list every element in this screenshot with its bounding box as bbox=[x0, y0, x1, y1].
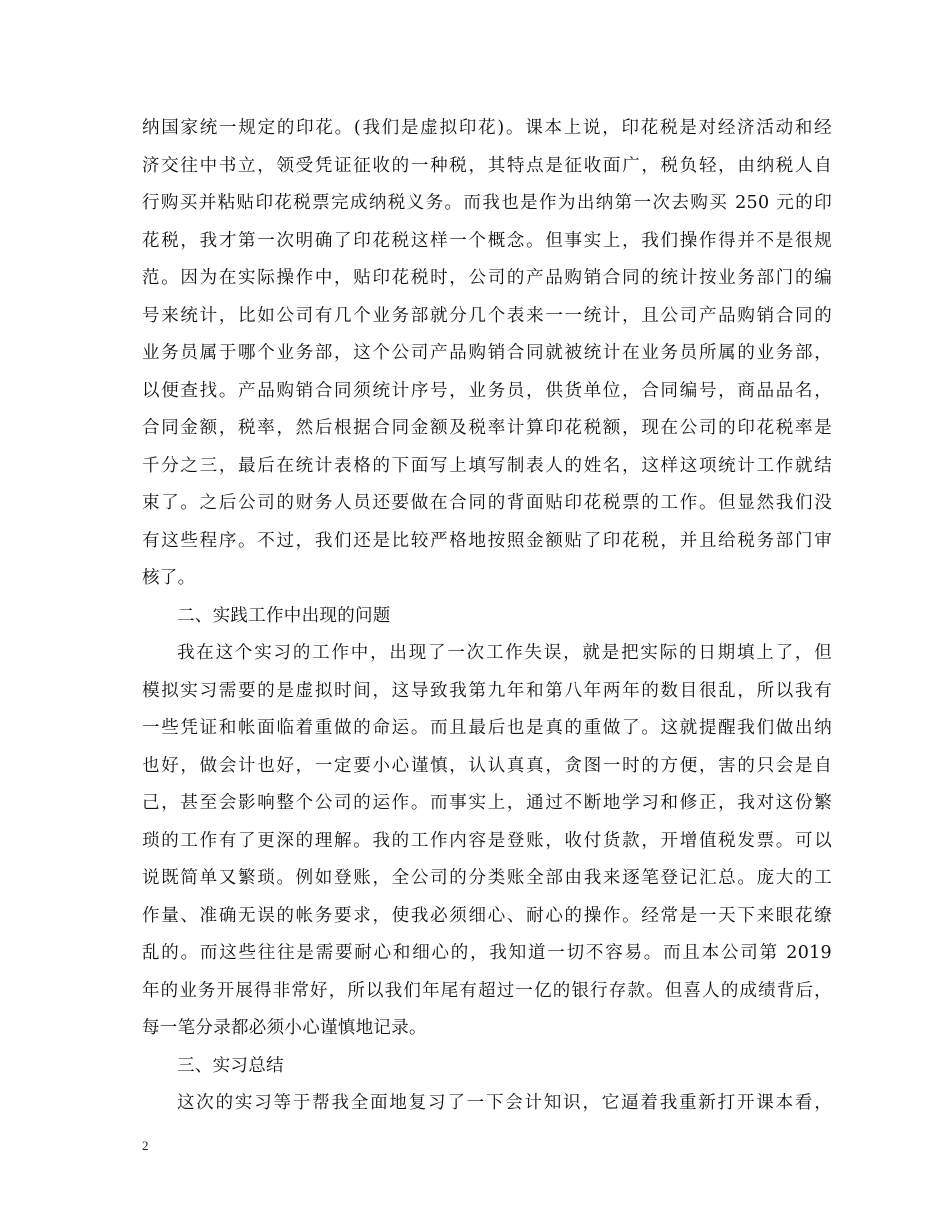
text-line-6: 号来统计，比如公司有几个业务部就分几个表来一一统计，且公司产品购销合同的 bbox=[142, 305, 832, 326]
text-line-1: 纳国家统一规定的印花。(我们是虚拟印花)。课本上说，印花税是对经济活动和经 bbox=[142, 118, 832, 138]
text-line-27: 这次的实习等于帮我全面地复习了一下会计知识，它逼着我重新打开课本看， bbox=[177, 1093, 832, 1113]
text-line-11: 束了。之后公司的财务人员还要做在合同的背面贴印花税票的工作。但显然我们没 bbox=[142, 493, 832, 513]
text-line-15: 我在这个实习的工作中，出现了一次工作失误，就是把实际的日期填上了，但 bbox=[177, 643, 832, 663]
text-line-9: 合同金额，税率，然后根据合同金额及税率计算印花税额，现在公司的印花税率是 bbox=[142, 418, 832, 438]
text-line-17: 一些凭证和帐面临着重做的命运。而且最后也是真的重做了。这就提醒我们做出纳 bbox=[142, 718, 832, 738]
text-line-2: 济交往中书立，领受凭证征收的一种税，其特点是征收面广，税负轻，由纳税人自 bbox=[142, 155, 832, 176]
text-line-3: 行购买并粘贴印花税票完成纳税义务。而我也是作为出纳第一次去购买 250 元的印 bbox=[142, 193, 832, 213]
text-line-22: 作量、准确无误的帐务要求，使我必须细心、耐心的操作。经常是一天下来眼花缭 bbox=[142, 905, 832, 926]
section-heading-2: 二、实践工作中出现的问题 bbox=[177, 605, 391, 626]
text-line-19: 己，甚至会影响整个公司的运作。而事实上，通过不断地学习和修正，我对这份繁 bbox=[142, 793, 832, 813]
text-line-5: 范。因为在实际操作中，贴印花税时，公司的产品购销合同的统计按业务部门的编 bbox=[142, 268, 832, 288]
text-line-8: 以便查找。产品购销合同须统计序号，业务员，供货单位，合同编号，商品品名， bbox=[142, 380, 832, 401]
text-line-13: 核了。 bbox=[142, 568, 196, 588]
text-line-20: 琐的工作有了更深的理解。我的工作内容是登账，收付货款，开增值税发票。可以 bbox=[142, 830, 832, 851]
text-line-24: 年的业务开展得非常好，所以我们年尾有超过一亿的银行存款。但喜人的成绩背后， bbox=[142, 980, 832, 1001]
text-line-25: 每一笔分录都必须小心谨慎地记录。 bbox=[142, 1018, 427, 1038]
text-line-10: 千分之三，最后在统计表格的下面写上填写制表人的姓名，这样这项统计工作就结 bbox=[142, 455, 832, 476]
section-heading-3: 三、实习总结 bbox=[177, 1055, 284, 1076]
text-line-12: 有这些程序。不过，我们还是比较严格地按照金额贴了印花税，并且给税务部门审 bbox=[142, 530, 832, 551]
text-line-4: 花税，我才第一次明确了印花税这样一个概念。但事实上，我们操作得并不是很规 bbox=[142, 230, 832, 251]
text-line-7: 业务员属于哪个业务部，这个公司产品购销合同就被统计在业务员所属的业务部， bbox=[142, 343, 832, 363]
text-line-18: 也好，做会计也好，一定要小心谨慎，认认真真，贪图一时的方便，害的只会是自 bbox=[142, 755, 832, 776]
text-line-21: 说既简单又繁琐。例如登账，全公司的分类账全部由我来逐笔登记汇总。庞大的工 bbox=[142, 868, 832, 888]
body-text bbox=[142, 110, 832, 1123]
text-line-23: 乱的。而这些往往是需要耐心和细心的，我知道一切不容易。而且本公司第 2019 bbox=[142, 943, 832, 963]
page-number: 2 bbox=[142, 1138, 149, 1153]
text-line-16: 模拟实习需要的是虚拟时间，这导致我第九年和第八年两年的数目很乱，所以我有 bbox=[142, 680, 832, 701]
